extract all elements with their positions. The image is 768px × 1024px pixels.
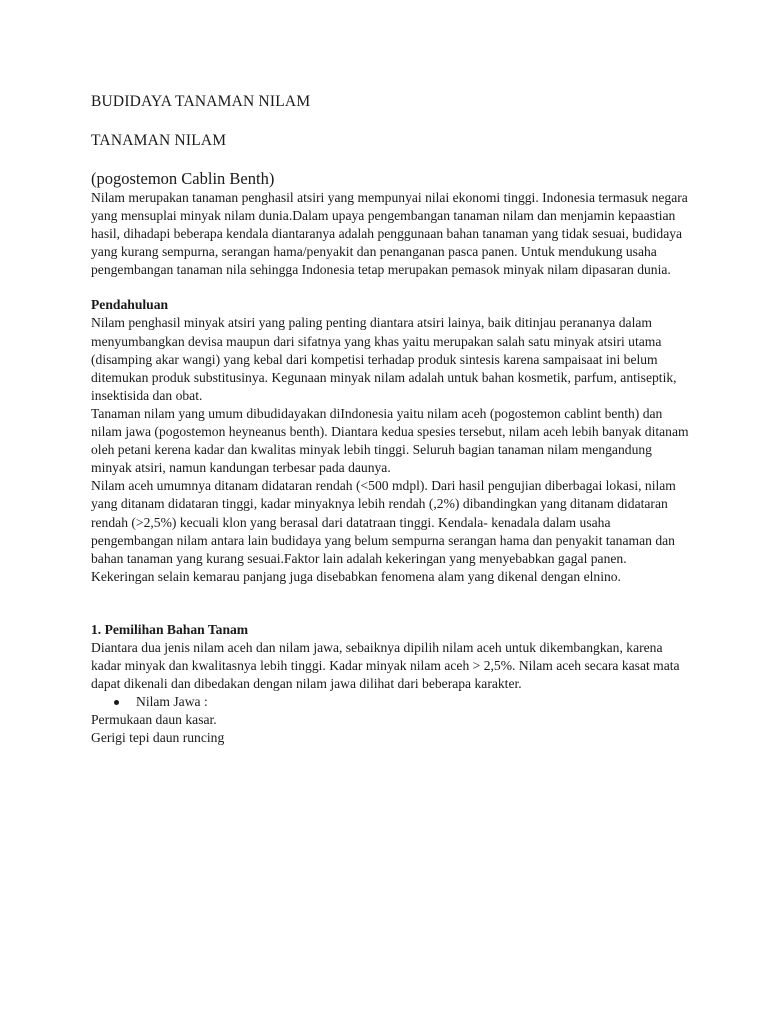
- bullet-list: [91, 693, 691, 711]
- document-body: [91, 92, 691, 747]
- document-subtitle: TANAMAN NILAM: [91, 132, 227, 149]
- pemilihan-paragraph: Diantara dua jenis nilam aceh dan nilam jawa, sebaiknya dipilih nilam aceh untuk dikembangkan, karena kadar minyak dan kwalitasnya lebih tinggi. Kadar minyak nilam aceh > 2,5%. Nilam aceh secara kasat mata dapat dikenali dan dibedakan dengan nilam jawa dilihat dari beberapa karakter.: [91, 639, 680, 692]
- trait-line-2: Gerigi tepi daun runcing: [91, 730, 225, 746]
- bullet-label: Nilam Jawa :: [136, 694, 208, 710]
- pendahuluan-paragraph-1: Nilam penghasil minyak atsiri yang paling penting diantara atsiri lainya, baik ditinjau perananya dalam menyumbangkan devisa maupun dari sifatnya yang khas yaitu merupakan salah satu minyak atsiri utama (disamping akar wangi) yang kebal dari kompetisi terhadap produk sintesis karena sampaisaat ini belum ditemukan produk substitusinya. Kegunaan minyak nilam adalah untuk bahan kosmetik, parfum, antiseptik, insektisida dan obat.: [91, 315, 677, 403]
- bullet-icon: [114, 700, 119, 705]
- trait-line-1: Permukaan daun kasar.: [91, 712, 217, 728]
- document-title: BUDIDAYA TANAMAN NILAM: [91, 93, 311, 110]
- pendahuluan-paragraph-2: Tanaman nilam yang umum dibudidayakan diIndonesia yaitu nilam aceh (pogostemon cablint benth) dan nilam jawa (pogostemon heyneanus benth). Diantara kedua spesies tersebut, nilam aceh lebih banyak ditanam oleh petani kerena kadar dan kwalitas minyak lebih tinggi. Seluruh bagian tanaman nilam mengandung minyak atsiri, namun kandungan terbesar pada daunya.: [91, 405, 689, 476]
- latin-name: (pogostemon Cablin Benth): [91, 169, 275, 188]
- list-item: [91, 693, 691, 711]
- intro-paragraph: Nilam merupakan tanaman penghasil atsiri yang mempunyai nilai ekonomi tinggi. Indonesia termasuk negara yang mensuplai minyak nilam dunia.Dalam upaya pengembangan tanaman nilam dan menjamin kepaastian hasil, dihadapi beberapa kendala diantaranya adalah penggunaan bahan tanaman yang tidak sesuai, budidaya yang kurang sempurna, serangan hama/penyakit dan penanganan pasca panen. Untuk mendukung usaha pengembangan tanaman nila sehingga Indonesia tetap merupakan pemasok minyak nilam dipasaran dunia.: [91, 190, 688, 278]
- section-heading-pemilihan: 1. Pemilihan Bahan Tanam: [91, 621, 249, 637]
- section-heading-pendahuluan: Pendahuluan: [91, 297, 169, 313]
- pendahuluan-paragraph-3: Nilam aceh umumnya ditanam didataran rendah (<500 mdpl). Dari hasil pengujian diberbagai lokasi, nilam yang ditanam didataran tinggi, kadar minyaknya lebih rendah (,2%) dibandingkan yang ditanam didataran rendah (>2,5%) kecuali klon yang berasal dari datatraan tinggi. Kendala- kenadala dalam usaha pengembangan nilam antara lain budidaya yang belum sempurna serangan hama dan penyakit tanaman dan bahan tanaman yang kurang sesuai.Faktor lain adalah kekeringan yang menyebabkan gagal panen. Kekeringan selain kemarau panjang juga disebabkan fenomena alam yang dikenal dengan elnino.: [91, 478, 676, 584]
